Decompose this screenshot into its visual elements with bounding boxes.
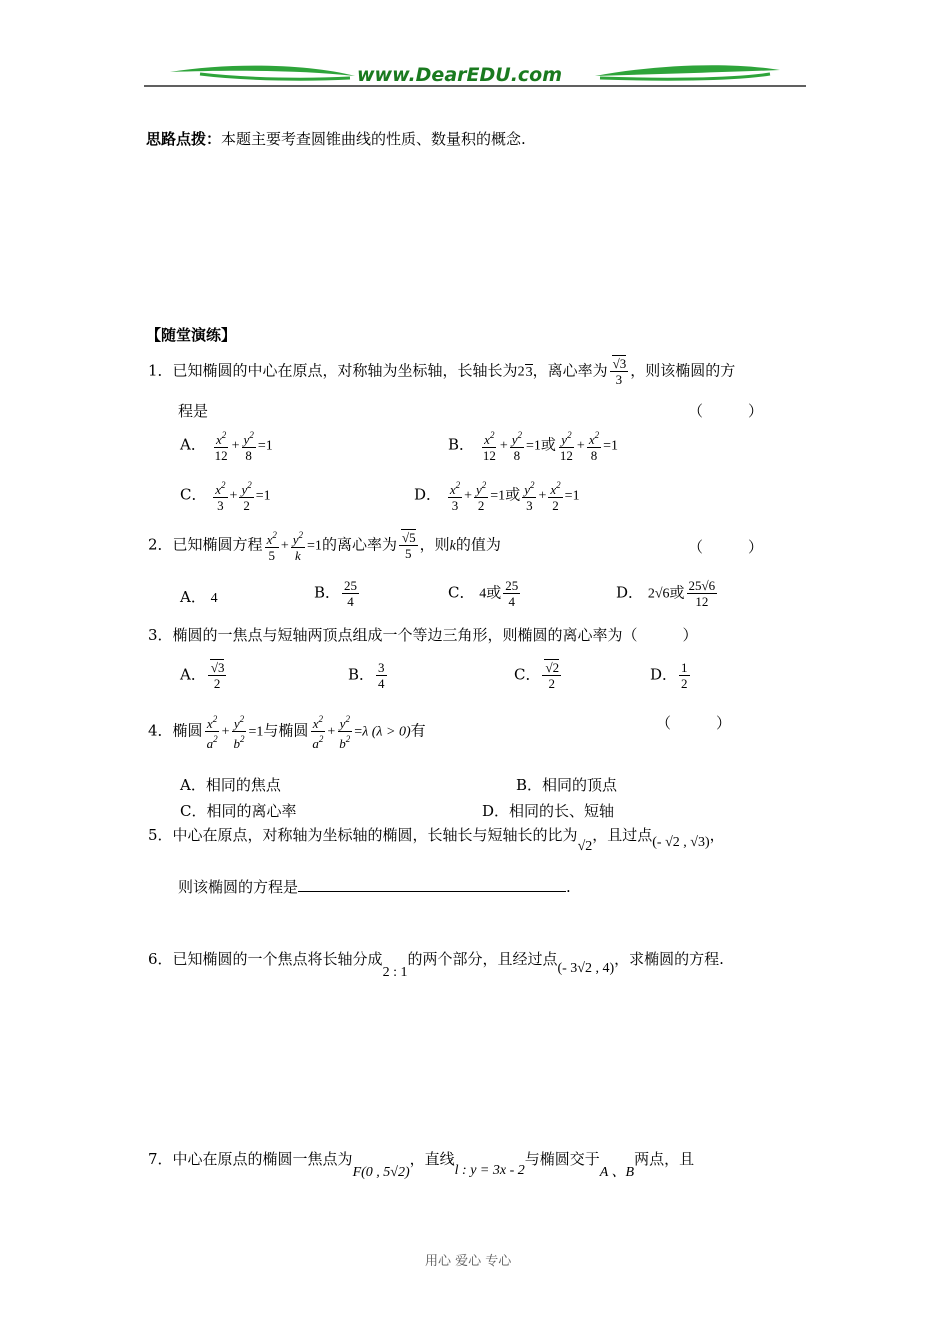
right-leaf-icon: [595, 65, 780, 76]
q1-eccentricity: $\frac{√3}{3}$: [610, 356, 629, 387]
q6-ratio: 2 : 1: [382, 965, 408, 980]
q1-option-d: D． $\frac{x^2}{3}$ + $\frac{y^2}{2}$ =1或 $\frac{y^2}{3}$ + $\frac{x^2}{2}$ =1: [414, 480, 580, 513]
q7-line: 7．中心在原点的椭圆一焦点为F(0 , 5√2)，直线l : y = 3x - 2与椭圆交于A 、B两点，且: [148, 1150, 695, 1180]
q4-option-c: C．相同的离心率: [180, 802, 297, 820]
q2-option-c: C． 4或 $\frac{25}{4}$: [448, 578, 519, 609]
q7-points: A 、B: [599, 1165, 635, 1180]
q2-paren: （ ）: [688, 538, 764, 556]
q1-option-b: B． $\frac{x^2}{12}$ + $\frac{y^2}{8}$ =1或 $\frac{y^2}{12}$ + $\frac{x^2}{8}$ =1: [448, 430, 619, 463]
q5-line2: 则该椭圆的方程是 .: [178, 878, 571, 896]
site-logo: www.DearEDU.com: [357, 64, 563, 86]
q4-option-b: B．相同的顶点: [516, 776, 618, 794]
q5-point: (- √2 , √3): [652, 835, 710, 850]
q5-ratio: √2: [577, 839, 593, 854]
q3-line: 3．椭圆的一焦点与短轴两顶点组成一个等边三角形，则椭圆的离心率为（ ）: [148, 626, 698, 644]
q2-option-d: D． 2√6或 $\frac{25√6}{12}$: [616, 578, 716, 609]
q1-option-a: A． $\frac{x^2}{12}$ + $\frac{y^2}{8}$ =1: [180, 430, 273, 463]
q2-line: 2．已知椭圆方程 $\frac{x^2}{5}$ + $\frac{y^2}{k}$ =1的离心率为 $\frac{√5}{5}$ ，则k的值为: [148, 530, 501, 563]
hint-text: 本题主要考查圆锥曲线的性质、数量积的概念.: [221, 130, 526, 148]
q7-line-eq: l : y = 3x - 2: [454, 1163, 525, 1178]
q6-line: 6．已知椭圆的一个焦点将长轴分成2 : 1的两个部分，且经过点(- 3√2 , 4)，求椭圆的方程.: [148, 950, 724, 980]
q1-option-c: C． $\frac{x^2}{3}$ + $\frac{y^2}{2}$ =1: [180, 480, 271, 513]
q2-option-a: A． 4: [180, 588, 218, 606]
hint-label: 思路点拨：: [146, 130, 222, 148]
q4-line: 4．椭圆 $\frac{x^2}{a^2}$ + $\frac{y^2}{b^2}$ =1与椭圆 $\frac{x^2}{a^2}$ + $\frac{y^2}{b^2}$ =λ (λ > 0)有: [148, 714, 426, 751]
left-leaf-icon: [170, 66, 355, 76]
page-footer: 用心 爱心 专心: [425, 1254, 512, 1269]
q1-length: 23: [517, 364, 533, 380]
section-title: 【随堂演练】: [146, 326, 237, 344]
answer-blank[interactable]: [298, 876, 566, 892]
hint-line: [146, 130, 526, 148]
q3-options: A． $\frac{√3}{2}$ B． $\frac{3}{4}$ C． $\frac{√2}{2}$ D． $\frac{1}{2}$: [180, 660, 688, 691]
q4-paren: （ ）: [656, 714, 732, 732]
q5-line1: 5．中心在原点，对称轴为坐标轴的椭圆，长轴长与短轴长的比为√2，且过点(- √2 , √3)，: [148, 826, 725, 854]
q6-point: (- 3√2 , 4): [557, 961, 615, 976]
q4-option-a: A．相同的焦点: [180, 776, 281, 794]
q1-line1: 1．已知椭圆的中心在原点，对称轴为坐标轴，长轴长为23，离心率为 $\frac{√3}{3}$ ，则该椭圆的方: [148, 356, 736, 387]
q1-line2: 程是: [178, 402, 209, 420]
q4-option-d: D．相同的长、短轴: [482, 802, 615, 820]
q7-focus: F(0 , 5√2): [352, 1165, 410, 1180]
q1-paren: （ ）: [688, 402, 764, 420]
q2-option-b: B． $\frac{25}{4}$: [314, 578, 358, 609]
